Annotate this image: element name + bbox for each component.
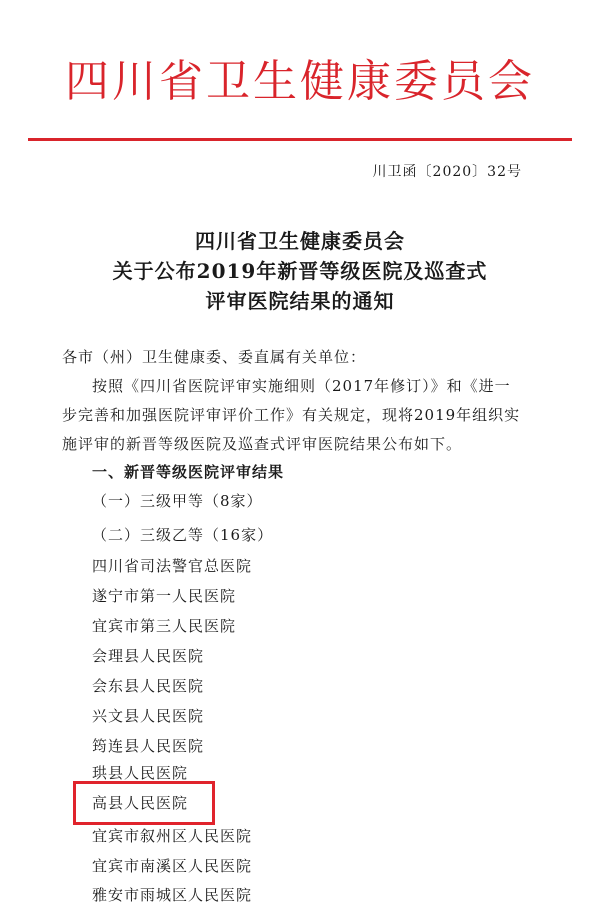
hospital-list-item: 四川省司法警官总医院 <box>92 557 253 575</box>
hospital-list-item: 宜宾市叙州区人民医院 <box>92 827 253 845</box>
hospital-list-item: 筠连县人民医院 <box>92 737 205 755</box>
letterhead-title: 四川省卫生健康委员会 <box>65 56 535 107</box>
hospital-list-item: 珙县人民医院 <box>92 764 189 782</box>
hospital-list-item-highlighted: 高县人民医院 <box>92 794 189 812</box>
hospital-list-item: 会东县人民医院 <box>92 677 205 695</box>
body-paragraph-line-3: 施评审的新晋等级医院及巡查式评审医院结果公布如下。 <box>62 435 463 453</box>
salutation: 各市（州）卫生健康委、委直属有关单位： <box>62 348 367 366</box>
notice-title-line-1: 四川省卫生健康委员会 <box>195 229 405 253</box>
section-heading: 一、新晋等级医院评审结果 <box>92 463 285 481</box>
hospital-list-item: 宜宾市南溪区人民医院 <box>92 857 253 875</box>
notice-title-line-2: 关于公布2019年新晋等级医院及巡查式 <box>112 259 488 283</box>
notice-title-line-3: 评审医院结果的通知 <box>205 289 395 313</box>
hospital-list-item: 雅安市雨城区人民医院 <box>92 886 253 904</box>
body-paragraph-line-1: 按照《四川省医院评审实施细则（2017年修订）》和《进一 <box>92 377 511 395</box>
body-paragraph-line-2: 步完善和加强医院评审评价工作》有关规定，现将2019年组织实 <box>62 406 521 424</box>
hospital-list-item: 遂宁市第一人民医院 <box>92 587 237 605</box>
hospital-list-item: 兴文县人民医院 <box>92 707 205 725</box>
highlight-box <box>73 781 215 825</box>
subsection-heading-grade-3b: （二）三级乙等（16家） <box>92 526 274 544</box>
subsection-heading-grade-3a: （一）三级甲等（8家） <box>92 492 263 510</box>
hospital-list-item: 宜宾市第三人民医院 <box>92 617 237 635</box>
hospital-list-item: 会理县人民医院 <box>92 647 205 665</box>
document-number: 川卫函〔2020〕32号 <box>372 164 522 180</box>
letterhead-divider <box>28 138 572 141</box>
